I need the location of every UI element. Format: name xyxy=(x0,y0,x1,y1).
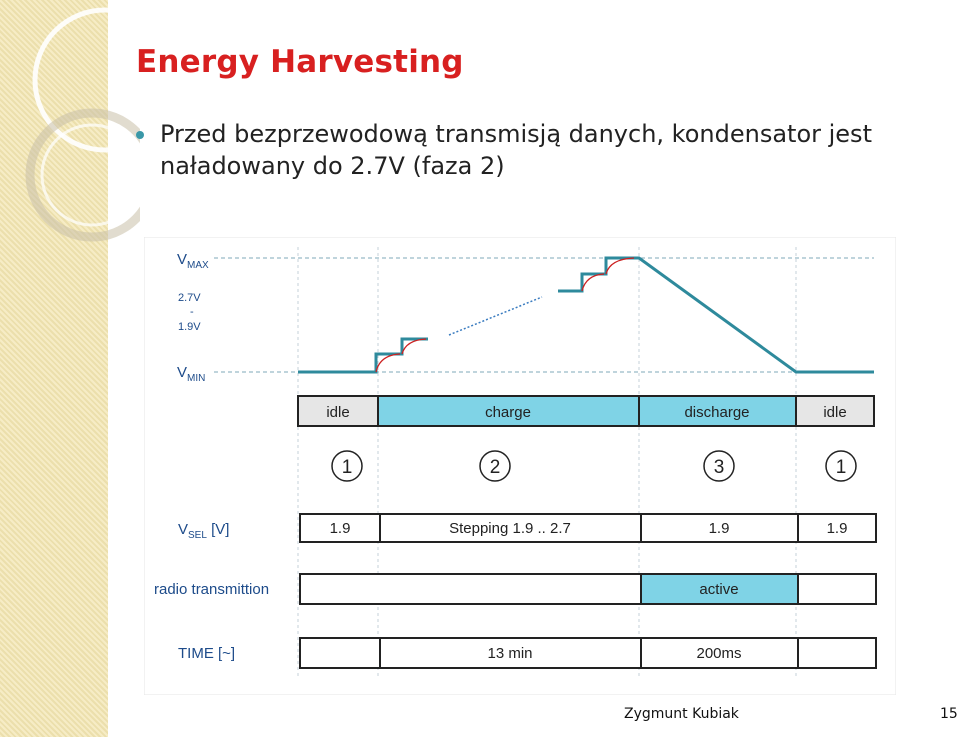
phase-number: 3 xyxy=(713,457,725,478)
bullet-text: Przed bezprzewodową transmisją danych, kondensator jest naładowany do 2.7V (faza 2) xyxy=(160,120,872,180)
vsel-row-label: $V_{SEL}$ [V] xyxy=(178,521,230,541)
vsel-cell: 1.9 xyxy=(826,520,848,537)
range-dash-label: - xyxy=(190,306,194,318)
phase-bar xyxy=(298,396,874,426)
vmax-label: $V_{MAX}$ xyxy=(177,251,209,271)
energy-harvesting-diagram xyxy=(144,237,896,695)
phase-number: 1 xyxy=(835,457,847,478)
phase-label: discharge xyxy=(684,404,750,421)
time-cell: 200ms xyxy=(696,645,742,662)
radio-row xyxy=(300,574,876,604)
footer-author: Zygmunt Kubiak xyxy=(624,706,739,722)
time-cell: 13 min xyxy=(487,645,533,662)
decorative-circles xyxy=(0,0,140,260)
vsel-cell: Stepping 1.9 .. 2.7 xyxy=(449,520,571,537)
time-row-label: TIME [~] xyxy=(178,645,236,662)
vsel-row xyxy=(300,514,876,542)
bullet-dot-icon xyxy=(136,131,144,139)
vsel-cell: 1.9 xyxy=(329,520,351,537)
radio-cell: active xyxy=(699,581,739,598)
slide-title: Energy Harvesting xyxy=(136,44,464,80)
footer-page-number: 15 xyxy=(940,706,958,722)
radio-row-label: radio transmittion xyxy=(154,581,270,598)
phase-label: idle xyxy=(823,404,847,421)
time-row xyxy=(300,638,876,668)
phase-label: idle xyxy=(326,404,350,421)
phase-label: charge xyxy=(485,404,531,421)
vsel-cell: 1.9 xyxy=(708,520,730,537)
vmin-label: $V_{MIN}$ xyxy=(177,364,206,384)
range-top-label: 2.7V xyxy=(178,292,201,304)
phase-number: 2 xyxy=(489,457,501,478)
range-bottom-label: 1.9V xyxy=(178,321,201,333)
phase-number: 1 xyxy=(341,457,353,478)
